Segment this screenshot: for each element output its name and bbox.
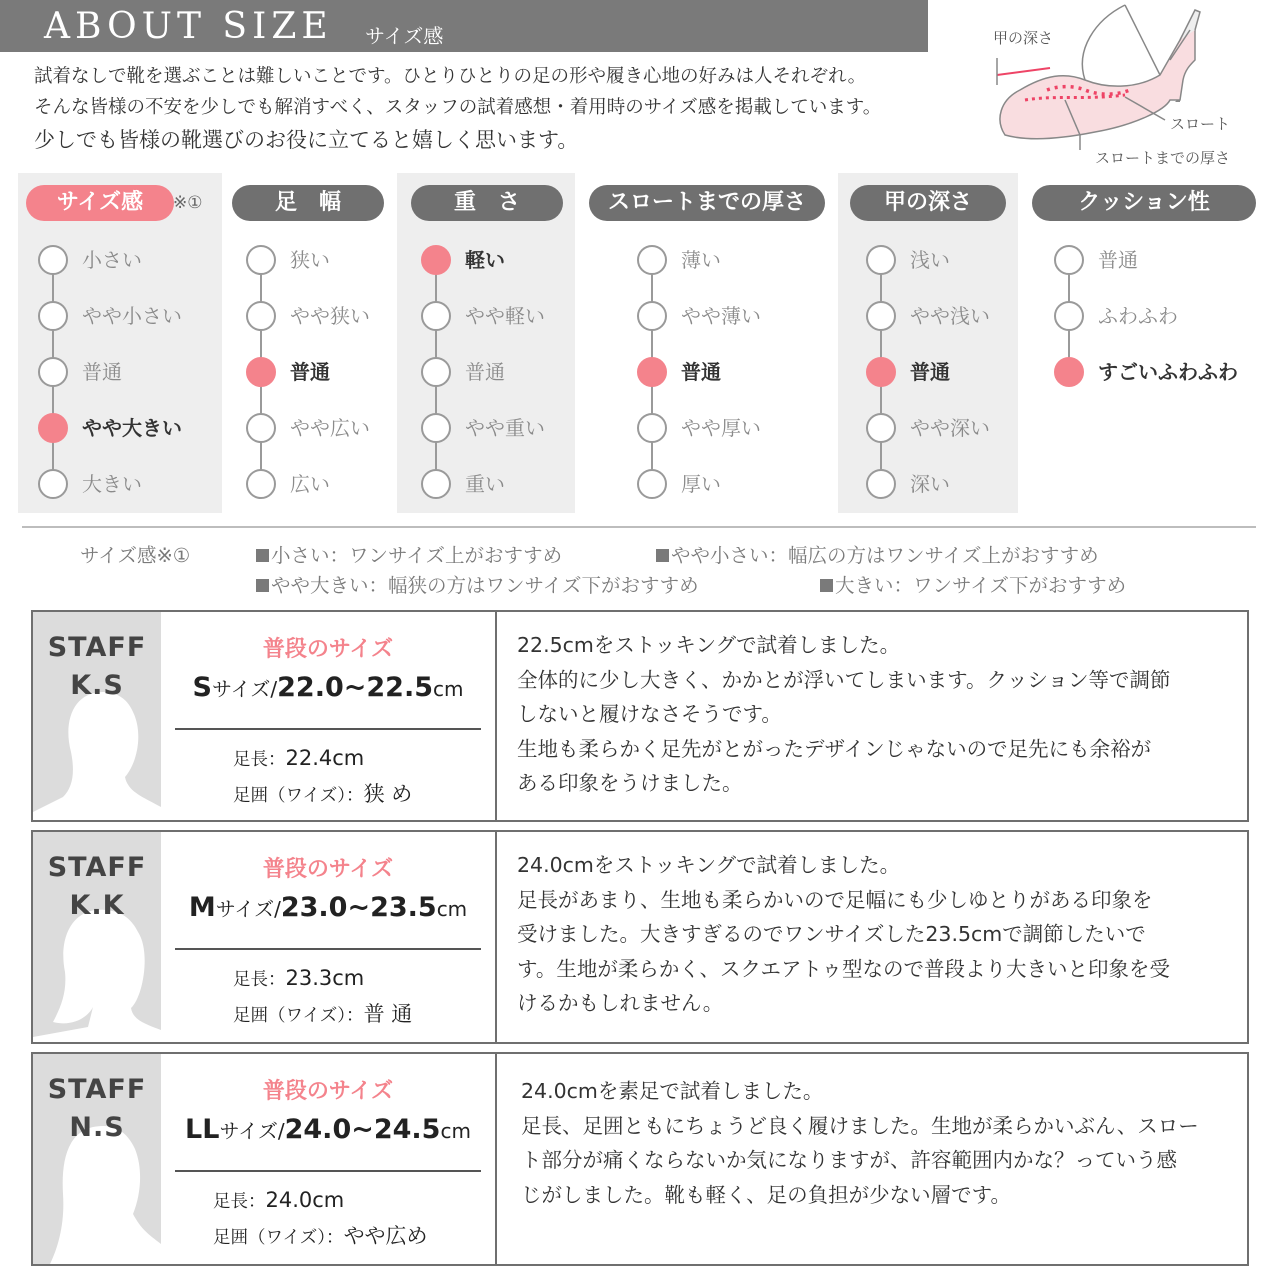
comment-line: す。生地が柔らかく、スクエアトゥ型なので普段より大きいと印象を受 bbox=[517, 956, 1171, 981]
staff-comment bbox=[517, 628, 1171, 801]
rating-option-label: やや深い bbox=[910, 416, 990, 440]
shoe-diagram bbox=[985, 0, 1275, 175]
empty-circle-icon bbox=[637, 469, 667, 499]
rating-option-label: やや重い bbox=[465, 416, 545, 440]
header-bar bbox=[0, 0, 928, 52]
rating-option-label: やや厚い bbox=[681, 416, 761, 440]
comment-line: 受けました。大きすぎるのでワンサイズした23.5cmで調節したいで bbox=[517, 922, 1146, 946]
comment-line: 足長があまり、生地も柔らかいので足幅にも少しゆとりがある印象を bbox=[517, 887, 1153, 912]
staff-label: STAFF bbox=[47, 632, 147, 663]
empty-circle-icon bbox=[637, 245, 667, 275]
rating-option-label: 軽い bbox=[465, 248, 505, 272]
empty-circle-icon bbox=[866, 245, 896, 275]
size-unit: cm bbox=[440, 1119, 471, 1143]
page-subtitle: サイズ感 bbox=[365, 24, 444, 48]
empty-circle-icon bbox=[421, 469, 451, 499]
staff-comment bbox=[517, 848, 1170, 1021]
foot-length-value: 22.4cm bbox=[285, 746, 365, 770]
empty-circle-icon bbox=[38, 469, 68, 499]
rating-option-label: 普通 bbox=[465, 360, 505, 384]
rating-option-label: すごいふわふわ bbox=[1098, 360, 1238, 384]
legend-item: 大きい：ワンサイズ下がおすすめ bbox=[820, 570, 1126, 598]
rating-option-label: やや小さい bbox=[82, 304, 182, 328]
rating-title: 重 さ bbox=[411, 185, 563, 221]
rating-title: サイズ感 bbox=[26, 185, 174, 221]
rating-option-label: 薄い bbox=[681, 248, 721, 272]
selected-dot-icon bbox=[1054, 357, 1084, 387]
rating-option-label: 浅い bbox=[910, 248, 950, 272]
usual-size-value bbox=[161, 892, 495, 923]
rating-option-label: 小さい bbox=[82, 248, 142, 272]
selected-dot-icon bbox=[38, 413, 68, 443]
foot-width bbox=[213, 1220, 428, 1250]
empty-circle-icon bbox=[866, 301, 896, 331]
staff-card bbox=[31, 610, 1249, 822]
staff-initials: N.S bbox=[69, 1112, 125, 1143]
rating-note-mark: ※① bbox=[173, 193, 203, 213]
label-throat: スロート bbox=[1170, 115, 1231, 133]
legend-item: やや大きい：幅狭の方はワンサイズ下がおすすめ bbox=[256, 570, 699, 598]
size-range: 23.0~23.5 bbox=[280, 892, 437, 923]
foot-length-value: 24.0cm bbox=[265, 1188, 345, 1212]
intro-line-3: 少しでも皆様の靴選びのお役に立てると嬉しく思います。 bbox=[34, 128, 579, 152]
size-letter: M bbox=[188, 892, 216, 923]
rating-option-label: やや狭い bbox=[290, 304, 370, 328]
size-word: サイズ/ bbox=[219, 1119, 285, 1143]
square-bullet-icon bbox=[656, 549, 669, 562]
foot-length bbox=[213, 1188, 344, 1213]
foot-width bbox=[233, 778, 412, 808]
comment-line: 24.0cmを素足で試着しました。 bbox=[521, 1079, 824, 1103]
intro-line-2: そんな皆様の不安を少しでも解消すべく、スタッフの試着感想・着用時のサイズ感を掲載しています。 bbox=[34, 97, 882, 118]
column-separator bbox=[495, 612, 497, 820]
selected-dot-icon bbox=[246, 357, 276, 387]
foot-width-label: 足囲（ワイズ）： bbox=[233, 786, 364, 806]
rating-title: スロートまでの厚さ bbox=[589, 185, 825, 221]
foot-length-label: 足長： bbox=[233, 970, 286, 990]
staff-label: STAFF bbox=[47, 1074, 147, 1105]
rating-option-label: やや軽い bbox=[465, 304, 545, 328]
rating-option-label: 普通 bbox=[1098, 248, 1138, 272]
staff-size-panel bbox=[161, 612, 495, 820]
label-instep: 甲の深さ bbox=[993, 29, 1054, 47]
rating-option-label: 狭い bbox=[290, 248, 330, 272]
rating-option-label: 普通 bbox=[910, 360, 950, 384]
empty-circle-icon bbox=[637, 301, 667, 331]
usual-size-value bbox=[161, 672, 495, 703]
rating-column bbox=[18, 173, 222, 513]
comment-line: ト部分が痛くならないか気になりますが、許容範囲内かな？っていう感 bbox=[521, 1148, 1177, 1172]
empty-circle-icon bbox=[866, 469, 896, 499]
legend-heading: サイズ感※① bbox=[80, 544, 191, 567]
size-range: 22.0~22.5 bbox=[277, 672, 433, 703]
foot-length-label: 足長： bbox=[213, 1192, 266, 1212]
rating-option-label: やや大きい bbox=[82, 416, 182, 440]
usual-size-heading: 普段のサイズ bbox=[262, 857, 394, 882]
empty-circle-icon bbox=[421, 413, 451, 443]
usual-size-heading: 普段のサイズ bbox=[262, 1079, 394, 1104]
size-word: サイズ/ bbox=[211, 677, 278, 701]
foot-length bbox=[233, 746, 364, 771]
legend-item: 小さい：ワンサイズ上がおすすめ bbox=[256, 540, 562, 568]
empty-circle-icon bbox=[246, 301, 276, 331]
rating-option-label: 普通 bbox=[290, 360, 330, 384]
size-unit: cm bbox=[436, 897, 468, 921]
rating-column bbox=[585, 173, 829, 513]
rating-option-label: やや浅い bbox=[910, 304, 990, 328]
comment-line: しないと履けなさそうです。 bbox=[517, 702, 782, 726]
rating-title: クッション性 bbox=[1032, 185, 1256, 221]
comment-line: けるかもしれません。 bbox=[517, 991, 724, 1015]
legend-item: やや小さい：幅広の方はワンサイズ上がおすすめ bbox=[656, 540, 1099, 568]
label-throat-thickness: スロートまでの厚さ bbox=[1095, 149, 1231, 167]
square-bullet-icon bbox=[820, 579, 833, 592]
empty-circle-icon bbox=[421, 301, 451, 331]
empty-circle-icon bbox=[246, 413, 276, 443]
staff-initials: K.K bbox=[69, 890, 125, 921]
rating-column bbox=[397, 173, 575, 513]
selected-dot-icon bbox=[421, 245, 451, 275]
foot-width-value: 狭 め bbox=[363, 782, 413, 806]
rating-option-label: 重い bbox=[465, 472, 505, 496]
empty-circle-icon bbox=[246, 245, 276, 275]
rating-column bbox=[1032, 173, 1258, 513]
comment-line: 22.5cmをストッキングで試着しました。 bbox=[517, 633, 901, 657]
foot-length bbox=[233, 966, 364, 991]
foot-width-value: 普 通 bbox=[363, 1002, 413, 1026]
square-bullet-icon bbox=[256, 579, 269, 592]
size-unit: cm bbox=[432, 677, 464, 701]
rating-option-label: ふわふわ bbox=[1098, 304, 1178, 328]
rating-option-label: 広い bbox=[290, 472, 330, 496]
page-title: ABOUT SIZE bbox=[44, 6, 333, 47]
staff-avatar-panel bbox=[33, 832, 161, 1042]
staff-size-panel bbox=[161, 832, 495, 1042]
size-divider bbox=[175, 948, 481, 950]
selected-dot-icon bbox=[866, 357, 896, 387]
rating-option-label: 大きい bbox=[82, 472, 142, 496]
comment-line: 24.0cmをストッキングで試着しました。 bbox=[517, 853, 901, 877]
comment-line: 生地も柔らかく足先がとがったデザインじゃないので足先にも余裕が bbox=[517, 736, 1152, 761]
empty-circle-icon bbox=[1054, 301, 1084, 331]
selected-dot-icon bbox=[637, 357, 667, 387]
square-bullet-icon bbox=[256, 549, 269, 562]
empty-circle-icon bbox=[421, 357, 451, 387]
divider bbox=[22, 526, 1256, 528]
staff-avatar-panel bbox=[33, 1054, 161, 1264]
column-separator bbox=[495, 1054, 497, 1264]
comment-line: ある印象をうけました。 bbox=[517, 771, 743, 795]
rating-title: 甲の深さ bbox=[850, 185, 1006, 221]
foot-width-label: 足囲（ワイズ）： bbox=[233, 1006, 364, 1026]
foot-width bbox=[233, 998, 412, 1028]
empty-circle-icon bbox=[866, 413, 896, 443]
empty-circle-icon bbox=[1054, 245, 1084, 275]
size-letter: S bbox=[192, 672, 212, 703]
empty-circle-icon bbox=[38, 301, 68, 331]
empty-circle-icon bbox=[38, 245, 68, 275]
size-divider bbox=[175, 728, 481, 730]
staff-comment bbox=[521, 1074, 1199, 1212]
rating-option-label: 深い bbox=[910, 472, 950, 496]
empty-circle-icon bbox=[637, 413, 667, 443]
size-word: サイズ/ bbox=[215, 897, 281, 921]
usual-size-heading: 普段のサイズ bbox=[262, 637, 394, 662]
staff-initials: K.S bbox=[70, 670, 124, 701]
empty-circle-icon bbox=[38, 357, 68, 387]
comment-line: 全体的に少し大きく、かかとが浮いてしまいます。クッション等で調節 bbox=[517, 667, 1171, 692]
rating-option-label: 普通 bbox=[82, 360, 122, 384]
rating-option-label: やや広い bbox=[290, 416, 370, 440]
staff-card bbox=[31, 830, 1249, 1044]
staff-size-panel bbox=[161, 1054, 495, 1264]
staff-card bbox=[31, 1052, 1249, 1266]
size-range: 24.0~24.5 bbox=[284, 1114, 441, 1145]
column-separator bbox=[495, 832, 497, 1042]
rating-option-label: やや薄い bbox=[681, 304, 761, 328]
rating-column bbox=[838, 173, 1018, 513]
usual-size-value bbox=[161, 1114, 495, 1145]
foot-length-label: 足長： bbox=[233, 750, 286, 770]
foot-width-label: 足囲（ワイズ）： bbox=[213, 1228, 344, 1248]
comment-line: じがしました。靴も軽く、足の負担が少ない層です。 bbox=[521, 1182, 1011, 1207]
rating-option-label: 普通 bbox=[681, 360, 721, 384]
intro-line-1: 試着なしで靴を選ぶことは難しいことです。ひとりひとりの足の形や履き心地の好みは人それぞれ。 bbox=[34, 66, 867, 87]
rating-column bbox=[232, 173, 388, 513]
staff-label: STAFF bbox=[47, 852, 147, 883]
size-letter: LL bbox=[185, 1114, 220, 1145]
rating-title: 足 幅 bbox=[232, 185, 384, 221]
comment-line: 足長、足囲ともにちょうど良く履けました。生地が柔らかいぶん、スロー bbox=[521, 1113, 1199, 1138]
empty-circle-icon bbox=[246, 469, 276, 499]
staff-avatar-panel bbox=[33, 612, 161, 820]
foot-length-value: 23.3cm bbox=[285, 966, 365, 990]
size-divider bbox=[175, 1170, 481, 1172]
foot-width-value: やや広め bbox=[343, 1224, 428, 1248]
rating-option-label: 厚い bbox=[681, 472, 721, 496]
